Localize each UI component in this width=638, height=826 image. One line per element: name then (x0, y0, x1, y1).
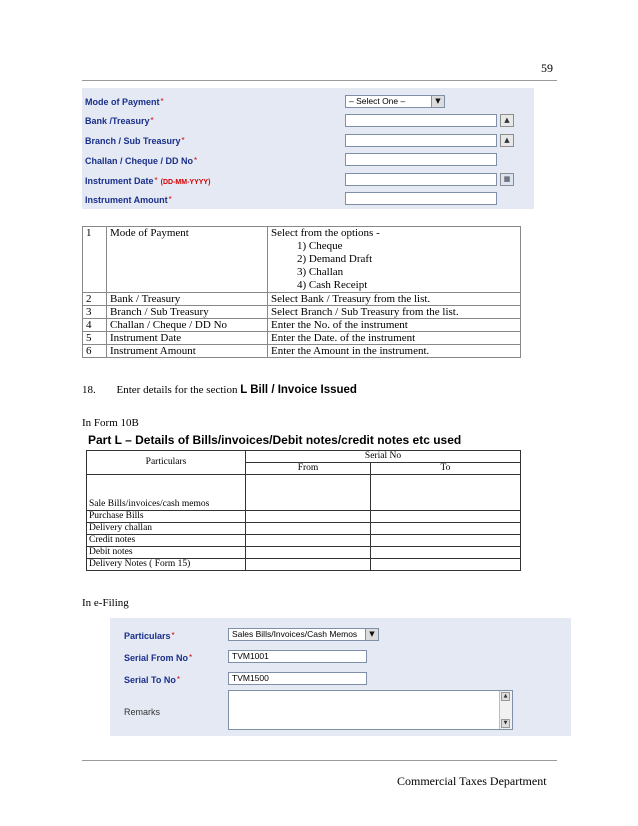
particulars-value: Sales Bills/Invoices/Cash Memos (232, 629, 358, 639)
particulars-cell: Purchase Bills (87, 511, 246, 523)
step-text: Enter details for the section (116, 384, 238, 396)
to-cell (371, 559, 521, 571)
table-row (87, 547, 521, 559)
column-header-to: To (371, 463, 521, 475)
row-number: 5 (83, 332, 107, 345)
particulars-cell: Credit notes (87, 535, 246, 547)
form10b-table (86, 450, 521, 571)
challan-label: Challan / Cheque / DD No* (85, 156, 198, 166)
column-header-particulars: Particulars (87, 451, 246, 475)
instrument-date-field[interactable] (345, 173, 497, 186)
instrument-amount-label: Instrument Amount* (85, 195, 172, 205)
to-cell (371, 475, 521, 511)
serial-from-input[interactable]: TVM1001 (228, 650, 367, 663)
step-18 (82, 384, 357, 396)
table-row (87, 535, 521, 547)
field-name: Branch / Sub Treasury (107, 306, 268, 319)
branch-field[interactable] (345, 134, 497, 147)
from-cell (246, 475, 371, 511)
section-name: L Bill / Invoice Issued (240, 384, 357, 396)
options-list (271, 240, 517, 292)
table-row (87, 559, 521, 571)
footer-rule (82, 760, 557, 761)
particulars-cell: Delivery Notes ( Form 15) (87, 559, 246, 571)
field-description: Select Bank / Treasury from the list. (268, 293, 521, 306)
mode-of-payment-label: Mode of Payment* (85, 97, 164, 107)
particulars-cell: Sale Bills/invoices/cash memos (87, 475, 246, 511)
field-name: Mode of Payment (107, 227, 268, 293)
instrument-date-label: Instrument Date* (DD-MM-YYYY) (85, 176, 211, 186)
scroll-down-icon[interactable]: ▼ (501, 719, 510, 728)
table-row (87, 523, 521, 535)
table-row (83, 293, 521, 306)
to-cell (371, 523, 521, 535)
bank-treasury-field[interactable] (345, 114, 497, 127)
from-cell (246, 559, 371, 571)
scroll-up-icon[interactable]: ▲ (501, 692, 510, 701)
mode-of-payment-value: – Select One – (349, 96, 406, 106)
table-header-row (87, 451, 521, 463)
list-picker-icon[interactable]: ▲ (500, 114, 514, 127)
instructions-table (82, 226, 521, 358)
remarks-label: Remarks (124, 707, 161, 717)
column-header-from: From (246, 463, 371, 475)
chevron-down-icon[interactable]: ▼ (431, 96, 444, 107)
mode-of-payment-select[interactable] (345, 95, 445, 108)
row-number: 6 (83, 345, 107, 358)
field-description: Enter the No. of the instrument (268, 319, 521, 332)
step-number: 18. (82, 384, 96, 396)
remarks-scrollbar[interactable] (499, 691, 512, 729)
payment-form-panel (82, 88, 534, 209)
row-number: 3 (83, 306, 107, 319)
field-name: Bank / Treasury (107, 293, 268, 306)
remarks-textarea[interactable] (228, 690, 513, 730)
serial-to-label: Serial To No* (124, 675, 180, 685)
from-cell (246, 547, 371, 559)
to-cell (371, 547, 521, 559)
column-header-serial: Serial No (246, 451, 521, 463)
list-picker-icon[interactable]: ▲ (500, 134, 514, 147)
field-name: Challan / Cheque / DD No (107, 319, 268, 332)
description-text: Select from the options - (271, 227, 380, 239)
row-number: 1 (83, 227, 107, 293)
list-item: 2) Demand Draft (297, 253, 373, 265)
calendar-icon[interactable]: ▦ (500, 173, 514, 186)
table-row (83, 345, 521, 358)
particulars-cell: Delivery challan (87, 523, 246, 535)
table-row (83, 332, 521, 345)
form10b-caption: In Form 10B (82, 417, 139, 429)
efiling-caption: In e-Filing (82, 597, 129, 609)
serial-to-input[interactable]: TVM1500 (228, 672, 367, 685)
branch-label: Branch / Sub Treasury* (85, 136, 185, 146)
table-row (83, 319, 521, 332)
particulars-cell: Debit notes (87, 547, 246, 559)
particulars-label: Particulars* (124, 631, 175, 641)
to-cell (371, 535, 521, 547)
list-item: 3) Challan (297, 266, 344, 278)
list-item: 1) Cheque (297, 240, 343, 252)
from-cell (246, 523, 371, 535)
table-row (83, 306, 521, 319)
particulars-select[interactable] (228, 628, 379, 641)
from-cell (246, 511, 371, 523)
bank-treasury-label: Bank /Treasury* (85, 116, 154, 126)
form10b-title: Part L – Details of Bills/invoices/Debit notes/credit notes etc used (88, 433, 462, 447)
field-description: Select Branch / Sub Treasury from the list. (268, 306, 521, 319)
to-cell (371, 511, 521, 523)
chevron-down-icon[interactable]: ▼ (365, 629, 378, 640)
field-description (268, 227, 521, 293)
table-row (83, 227, 521, 293)
from-cell (246, 535, 371, 547)
list-item: 4) Cash Receipt (297, 279, 368, 291)
row-number: 4 (83, 319, 107, 332)
field-name: Instrument Amount (107, 345, 268, 358)
page-number: 59 (541, 61, 553, 75)
header-rule (82, 80, 557, 81)
challan-field[interactable] (345, 153, 497, 166)
field-description: Enter the Amount in the instrument. (268, 345, 521, 358)
instrument-amount-field[interactable] (345, 192, 497, 205)
table-row (87, 475, 521, 511)
field-name: Instrument Date (107, 332, 268, 345)
table-row (87, 511, 521, 523)
footer-text: Commercial Taxes Department (397, 774, 547, 788)
field-description: Enter the Date. of the instrument (268, 332, 521, 345)
serial-from-label: Serial From No* (124, 653, 193, 663)
row-number: 2 (83, 293, 107, 306)
efiling-form-panel (110, 618, 571, 736)
